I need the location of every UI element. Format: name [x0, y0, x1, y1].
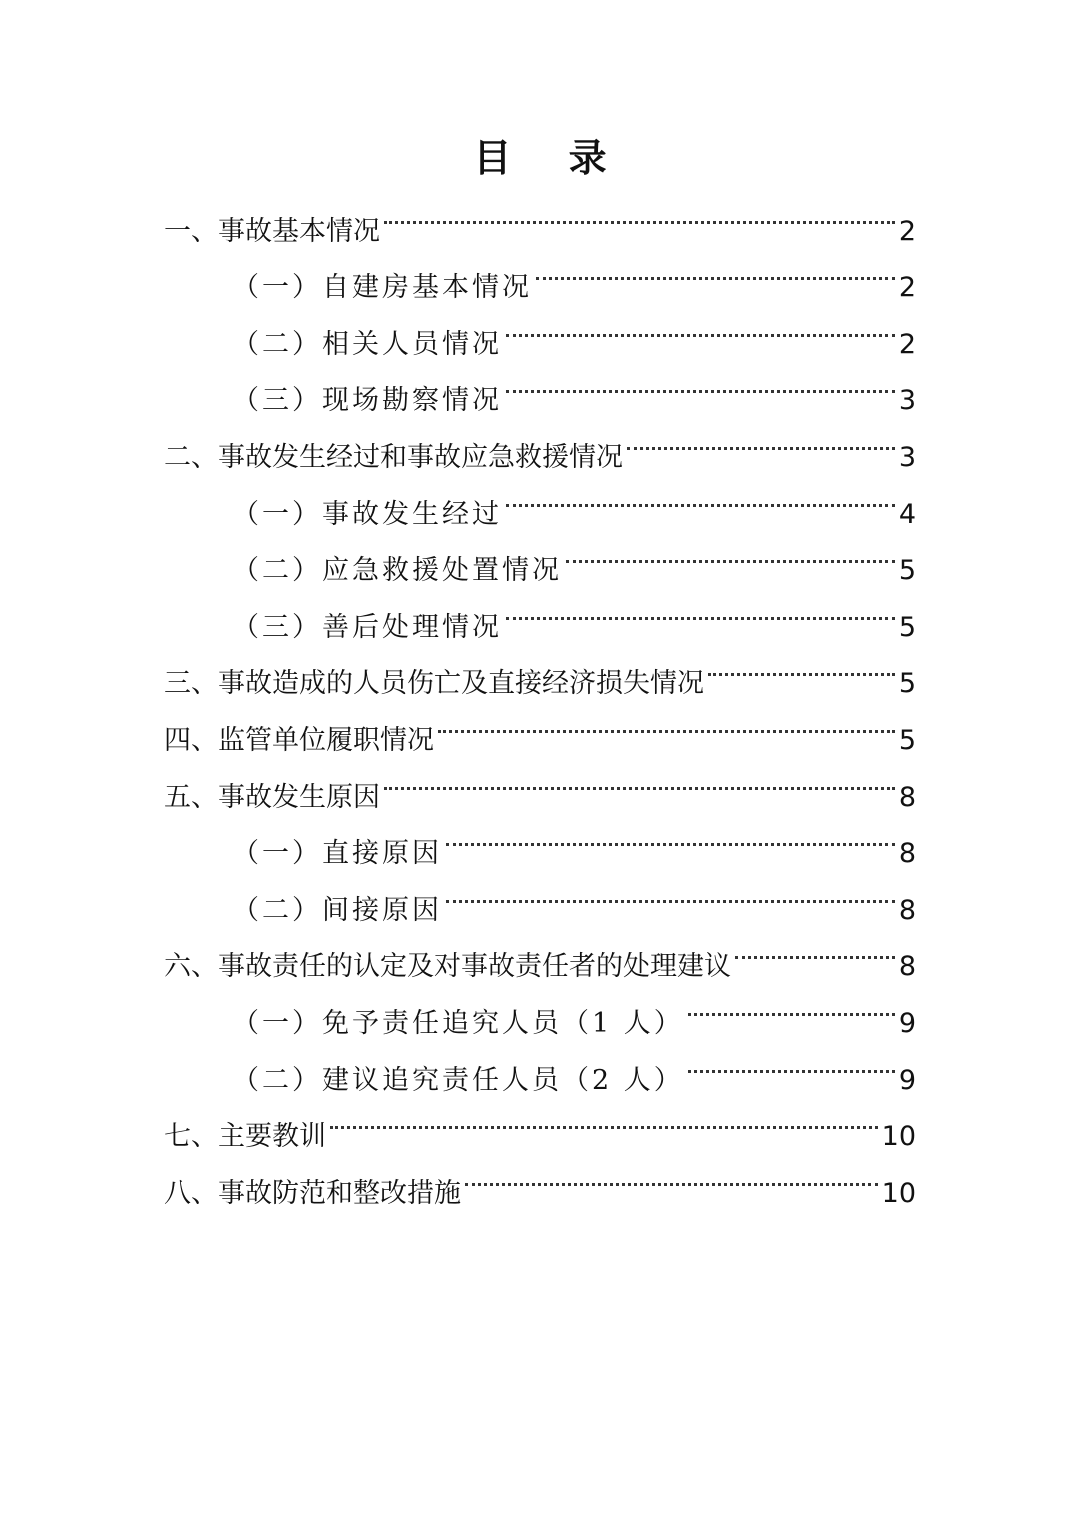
- toc-entry-text: 八、事故防范和整改措施: [164, 1177, 461, 1209]
- toc-entry-text: （三）善后处理情况: [232, 611, 502, 643]
- toc-page-number: 8: [898, 951, 916, 983]
- dot-leader: [446, 806, 895, 863]
- table-of-contents: [164, 183, 916, 1209]
- toc-entry-text: （二）应急救援处置情况: [232, 555, 562, 587]
- toc-page-number: 2: [898, 272, 916, 304]
- toc-entry-text: 四、监管单位履职情况: [164, 724, 434, 756]
- toc-entry-text: 五、事故发生原因: [164, 781, 380, 813]
- dot-leader: [330, 1089, 878, 1146]
- toc-page-number: 5: [898, 611, 916, 643]
- toc-page-number: 10: [881, 1177, 916, 1209]
- dot-leader: [506, 579, 895, 636]
- toc-page-number: 2: [898, 215, 916, 247]
- dot-leader: [446, 862, 895, 919]
- toc-entry-text: （一）免予责任追究人员（1 人）: [232, 1007, 684, 1039]
- toc-page-number: 4: [898, 498, 916, 530]
- toc-entry-text: （三）现场勘察情况: [232, 385, 502, 417]
- toc-entry-text: （二）建议追究责任人员（2 人）: [232, 1064, 684, 1096]
- toc-entry-text: （二）间接原因: [232, 894, 442, 926]
- toc-page-number: 9: [898, 1064, 916, 1096]
- toc-entry-text: （一）事故发生经过: [232, 498, 502, 530]
- toc-entry-text: （二）相关人员情况: [232, 328, 502, 360]
- toc-entry[interactable]: [164, 183, 916, 247]
- dot-leader: [627, 409, 895, 466]
- toc-entry-text: 二、事故发生经过和事故应急救援情况: [164, 441, 623, 473]
- toc-page-number: 8: [898, 781, 916, 813]
- toc-entry-text: 七、主要教训: [164, 1121, 326, 1153]
- toc-entry-text: 一、事故基本情况: [164, 215, 380, 247]
- toc-page-number: 8: [898, 838, 916, 870]
- dot-leader: [566, 523, 895, 580]
- dot-leader: [384, 749, 895, 806]
- toc-page-number: 5: [898, 555, 916, 587]
- dot-leader: [536, 240, 895, 297]
- toc-page-number: 5: [898, 724, 916, 756]
- dot-leader: [688, 1032, 895, 1089]
- toc-page-number: 10: [881, 1121, 916, 1153]
- toc-page-number: 2: [898, 328, 916, 360]
- toc-page-number: 3: [898, 385, 916, 417]
- toc-page-number: 3: [898, 441, 916, 473]
- toc-entry-text: （一）自建房基本情况: [232, 272, 532, 304]
- dot-leader: [506, 353, 895, 410]
- dot-leader: [438, 692, 895, 749]
- toc-page-number: 5: [898, 668, 916, 700]
- dot-leader: [735, 919, 895, 976]
- toc-page-number: 8: [898, 894, 916, 926]
- toc-entry-text: （一）直接原因: [232, 838, 442, 870]
- dot-leader: [506, 296, 895, 353]
- toc-entry-text: 六、事故责任的认定及对事故责任者的处理建议: [164, 951, 731, 983]
- toc-entry-text: 三、事故造成的人员伤亡及直接经济损失情况: [164, 668, 704, 700]
- page-title: 目 录: [473, 135, 629, 180]
- dot-leader: [506, 466, 895, 523]
- dot-leader: [708, 636, 895, 693]
- dot-leader: [465, 1145, 878, 1202]
- dot-leader: [384, 183, 895, 240]
- dot-leader: [688, 975, 895, 1032]
- toc-page-number: 9: [898, 1007, 916, 1039]
